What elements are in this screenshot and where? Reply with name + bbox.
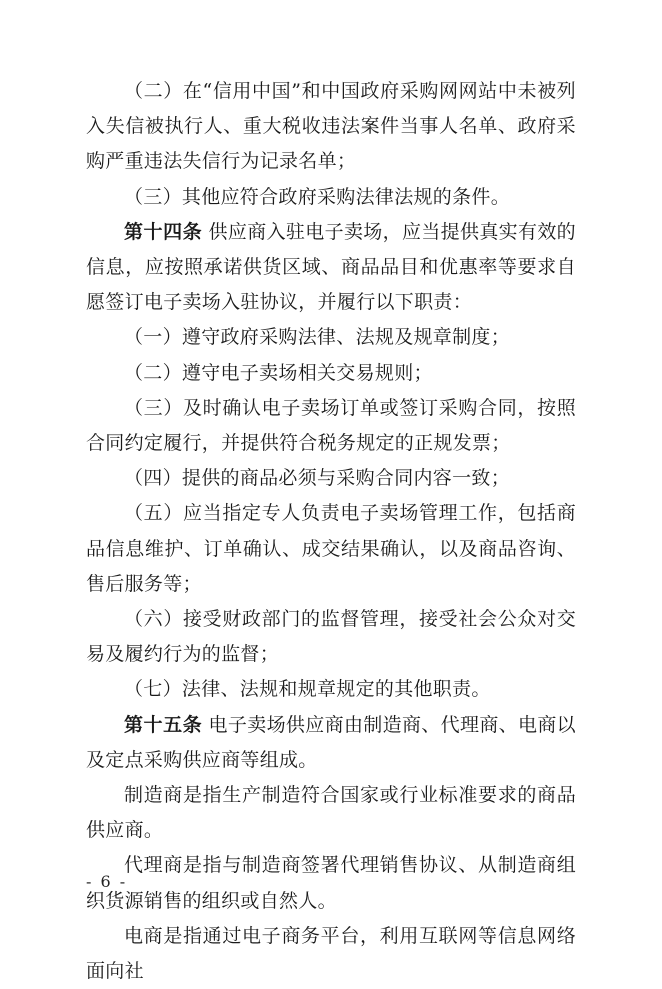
paragraph-text: 供应商入驻电子卖场，应当提供真实有效的信息，应按照承诺供货区域、商品品目和优惠率等要求自愿签订电子卖场入驻协议，并履行以下职责： bbox=[86, 220, 576, 314]
paragraph-text: （五）应当指定专人负责电子卖场管理工作，包括商品信息维护、订单确认、成交结果确认，以及商品咨询、售后服务等； bbox=[86, 502, 576, 595]
duty-item-5 bbox=[86, 496, 576, 602]
paragraph-text: （三）及时确认电子卖场订单或签订采购合同，按照合同约定履行，并提供符合税务规定的正规发票； bbox=[86, 396, 576, 455]
duty-item-2 bbox=[86, 356, 576, 391]
paragraph-text: 电子卖场供应商由制造商、代理商、电商以及定点采购供应商等组成。 bbox=[86, 713, 576, 771]
duty-item-6 bbox=[86, 602, 576, 672]
page-number: - 6 - bbox=[86, 872, 128, 891]
article-14 bbox=[86, 215, 576, 321]
paragraph-text: （一）遵守政府采购法律、法规及规章制度； bbox=[124, 326, 511, 349]
article-14-title: 第十四条 bbox=[124, 220, 203, 243]
duty-item-3 bbox=[86, 391, 576, 461]
paragraph-other-conditions bbox=[86, 180, 576, 215]
paragraph-text: 电商是指通过电子商务平台，利用互联网等信息网络面向社 bbox=[86, 924, 576, 983]
paragraph-credit-check bbox=[86, 74, 576, 180]
paragraph-text: 代理商是指与制造商签署代理销售协议、从制造商组织货源销售的组织或自然人。 bbox=[86, 854, 576, 912]
article-15 bbox=[86, 708, 576, 778]
paragraph-text: 制造商是指生产制造符合国家或行业标准要求的商品供应商。 bbox=[86, 784, 576, 842]
paragraph-text: （三）其他应符合政府采购法律法规的条件。 bbox=[124, 185, 511, 208]
duty-item-4 bbox=[86, 461, 576, 496]
duty-item-7 bbox=[86, 672, 576, 707]
paragraph-text: （二）在“信用中国”和中国政府采购网网站中未被列入失信被执行人、重大税收违法案件当事人名单、政府采购严重违法失信行为记录名单； bbox=[86, 80, 576, 173]
definition-manufacturer bbox=[86, 778, 576, 848]
paragraph-text: （七）法律、法规和规章规定的其他职责。 bbox=[124, 678, 491, 701]
paragraph-text: （二）遵守电子卖场相关交易规则； bbox=[124, 361, 433, 384]
article-15-title: 第十五条 bbox=[124, 713, 203, 736]
document-body bbox=[86, 74, 576, 989]
paragraph-text: （六）接受财政部门的监督管理，接受社会公众对交易及履约行为的监督； bbox=[86, 608, 576, 666]
duty-item-1 bbox=[86, 320, 576, 355]
paragraph-text: （四）提供的商品必须与采购合同内容一致； bbox=[124, 467, 511, 490]
definition-agent bbox=[86, 848, 576, 918]
definition-ecommerce bbox=[86, 919, 576, 989]
